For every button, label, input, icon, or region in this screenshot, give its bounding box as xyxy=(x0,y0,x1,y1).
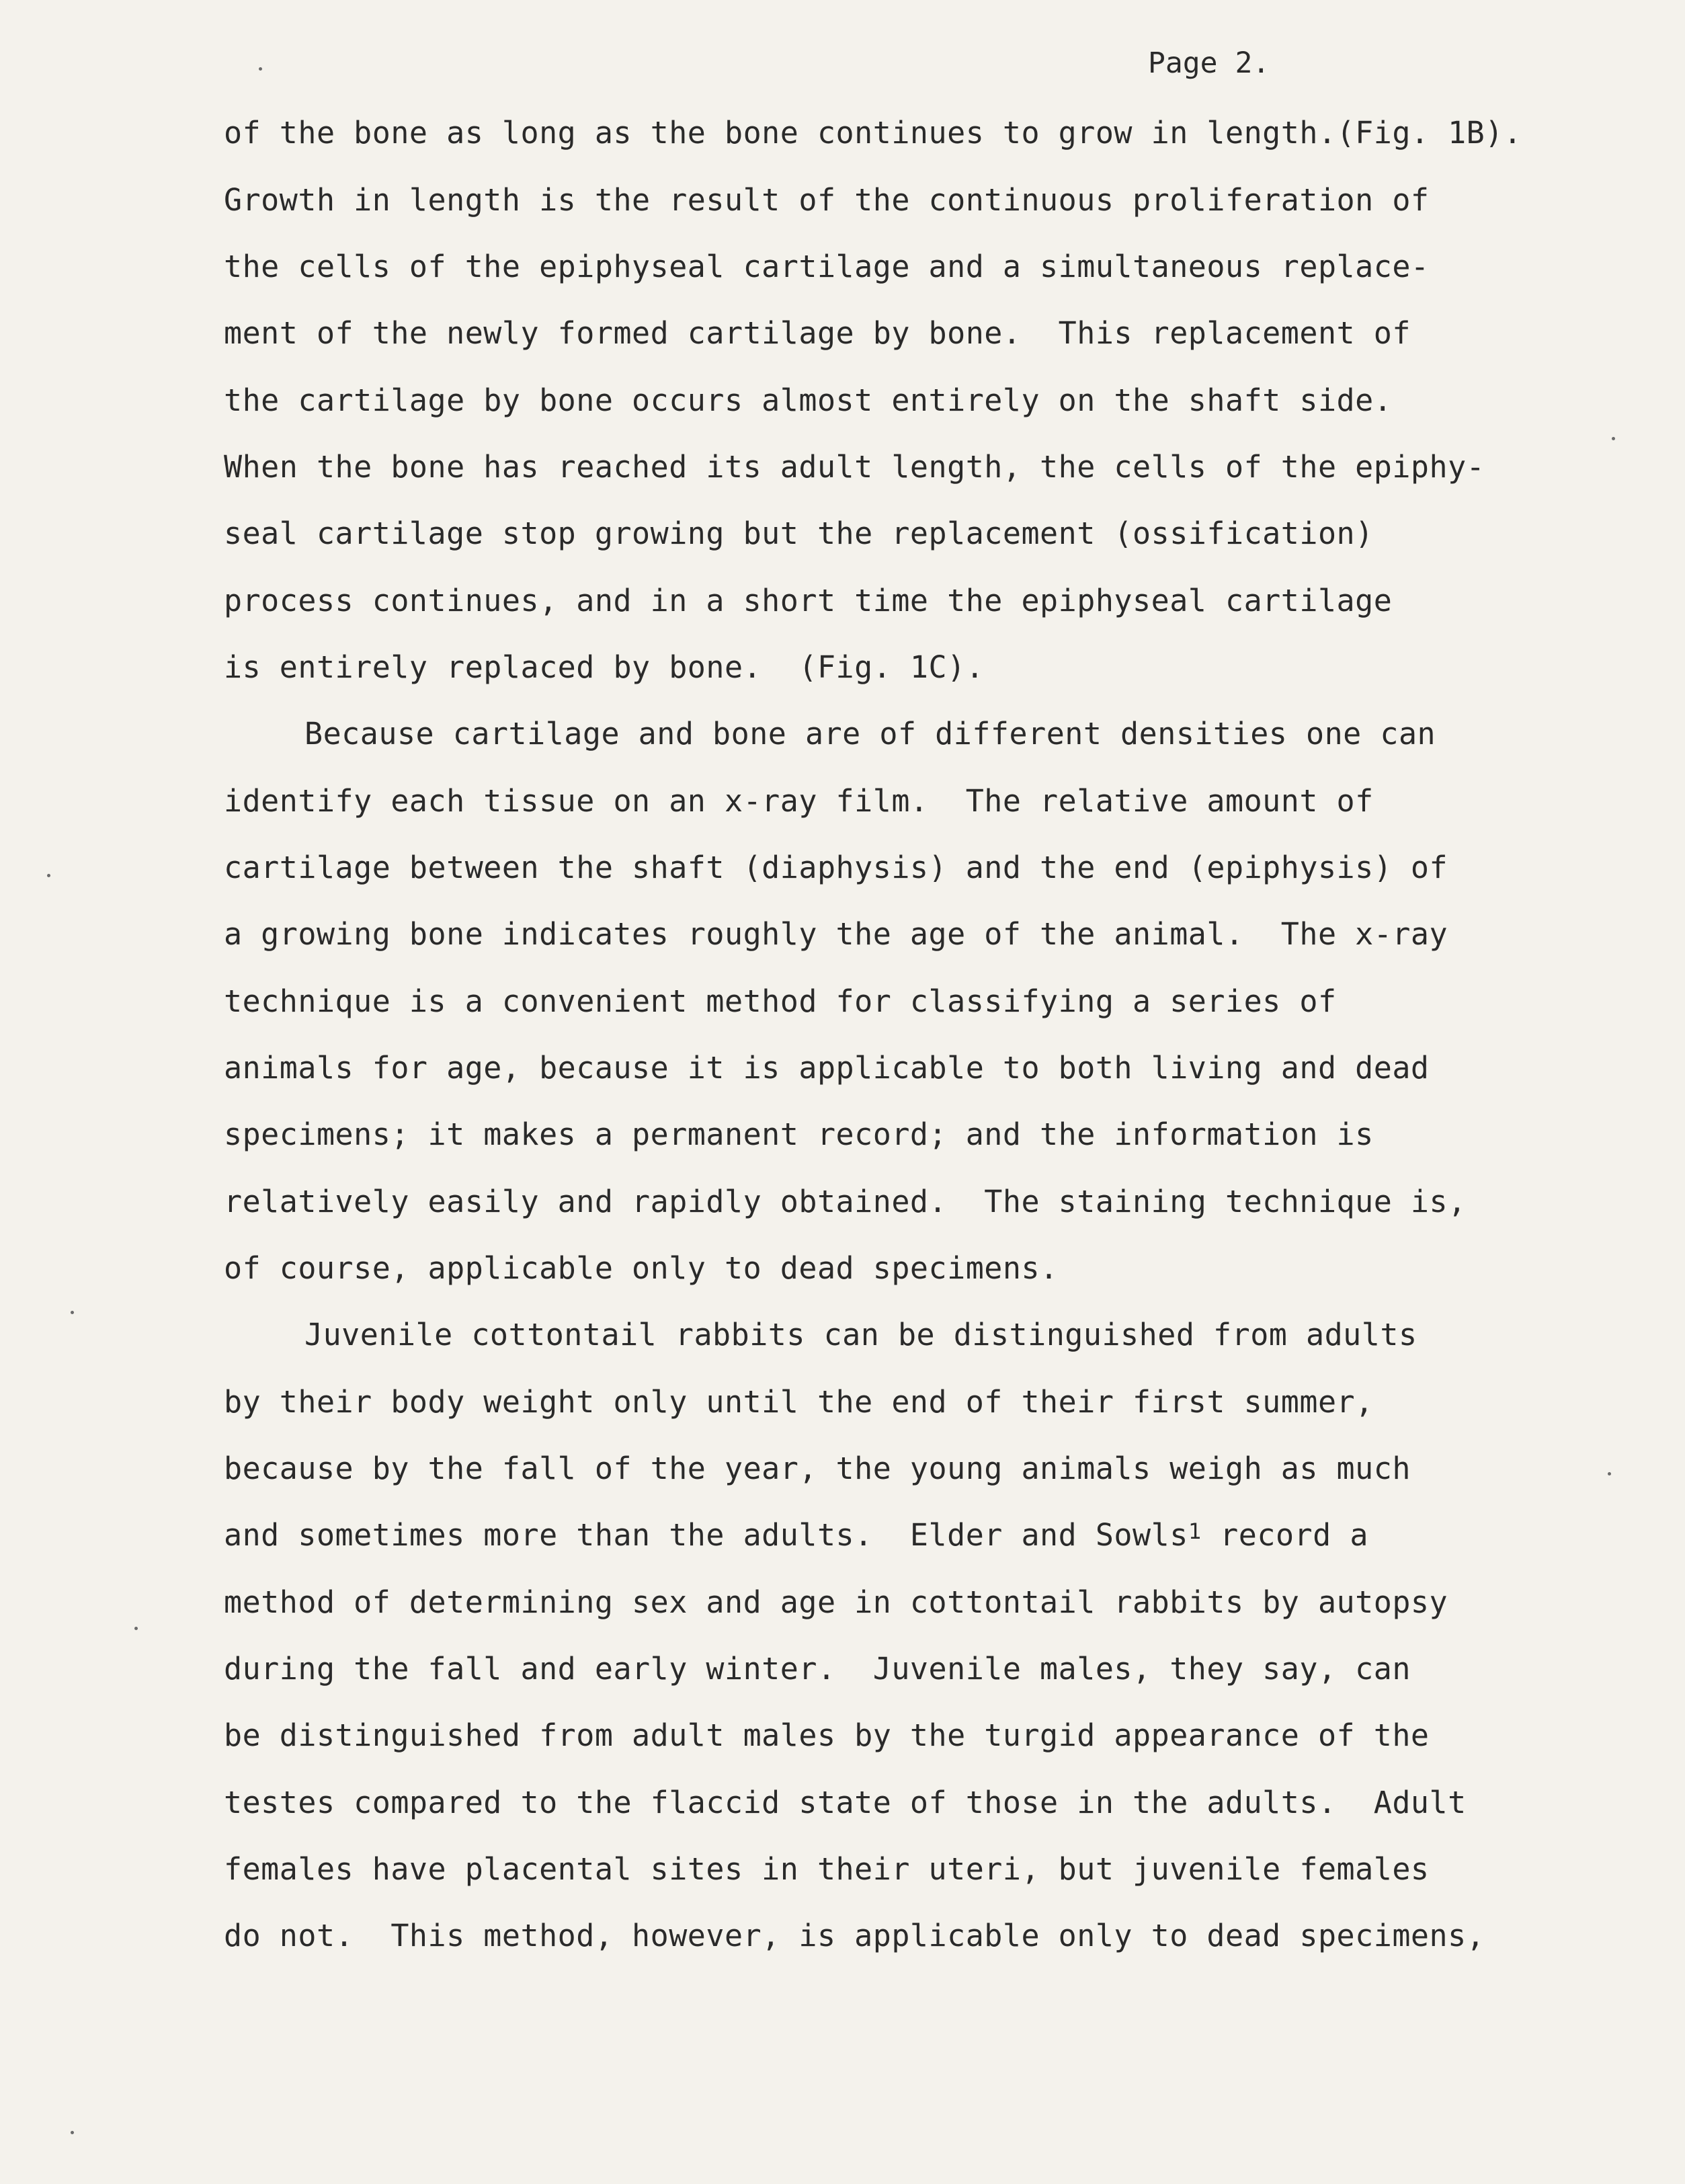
text-line: cartilage between the shaft (diaphysis) and the end (epiphysis) of xyxy=(224,850,1448,885)
text-segment: and sometimes more than the adults. Elder and Sowls xyxy=(224,1517,1188,1553)
text-line: the cells of the epiphyseal cartilage and a simultaneous replace- xyxy=(224,249,1430,284)
text-line: identify each tissue on an x-ray film. The relative amount of xyxy=(224,783,1374,819)
paper-speck xyxy=(259,67,262,71)
text-line: do not. This method, however, is applicable only to dead specimens, xyxy=(224,1918,1485,1953)
paper-speck xyxy=(1608,1472,1611,1475)
text-line: When the bone has reached its adult length, the cells of the epiphy- xyxy=(224,449,1485,485)
text-line: is entirely replaced by bone. (Fig. 1C). xyxy=(224,649,985,685)
text-line: Juvenile cottontail rabbits can be distinguished from adults xyxy=(304,1317,1417,1352)
text-line: testes compared to the flaccid state of those in the adults. Adult xyxy=(224,1785,1467,1820)
text-line: of course, applicable only to dead specimens. xyxy=(224,1250,1059,1286)
page-number: Page 2. xyxy=(1148,46,1270,80)
text-line: relatively easily and rapidly obtained. The staining technique is, xyxy=(224,1184,1467,1219)
text-line: method of determining sex and age in cottontail rabbits by autopsy xyxy=(224,1584,1448,1620)
text-line: technique is a convenient method for classifying a series of xyxy=(224,983,1337,1019)
footnote-marker: 1 xyxy=(1188,1519,1202,1544)
text-line: animals for age, because it is applicable to both living and dead xyxy=(224,1050,1430,1086)
paper-speck xyxy=(47,874,50,877)
text-line: ment of the newly formed cartilage by bone. This replacement of xyxy=(224,315,1411,351)
text-line: during the fall and early winter. Juvenile males, they say, can xyxy=(224,1651,1411,1687)
text-line: Growth in length is the result of the continuous proliferation of xyxy=(224,182,1430,218)
text-line: because by the fall of the year, the young animals weigh as much xyxy=(224,1451,1411,1486)
paper-speck xyxy=(71,2131,74,2134)
text-line: females have placental sites in their uteri, but juvenile females xyxy=(224,1851,1430,1887)
text-line: a growing bone indicates roughly the age of the animal. The x-ray xyxy=(224,916,1448,952)
text-line: seal cartilage stop growing but the replacement (ossification) xyxy=(224,516,1374,551)
text-line: Because cartilage and bone are of different densities one can xyxy=(304,716,1436,752)
text-line: by their body weight only until the end of their first summer, xyxy=(224,1384,1374,1420)
paper-speck xyxy=(1612,437,1615,440)
paper-speck xyxy=(71,1311,74,1314)
text-line: specimens; it makes a permanent record; and the information is xyxy=(224,1117,1374,1152)
text-segment: record a xyxy=(1201,1517,1368,1553)
text-line: be distinguished from adult males by the turgid appearance of the xyxy=(224,1717,1430,1753)
text-line xyxy=(224,1516,1368,1554)
text-line: of the bone as long as the bone continues to grow in length.(Fig. 1B). xyxy=(224,115,1522,151)
paper-speck xyxy=(134,1627,138,1630)
text-line: the cartilage by bone occurs almost entirely on the shaft side. xyxy=(224,382,1393,418)
text-line: process continues, and in a short time the epiphyseal cartilage xyxy=(224,583,1393,618)
